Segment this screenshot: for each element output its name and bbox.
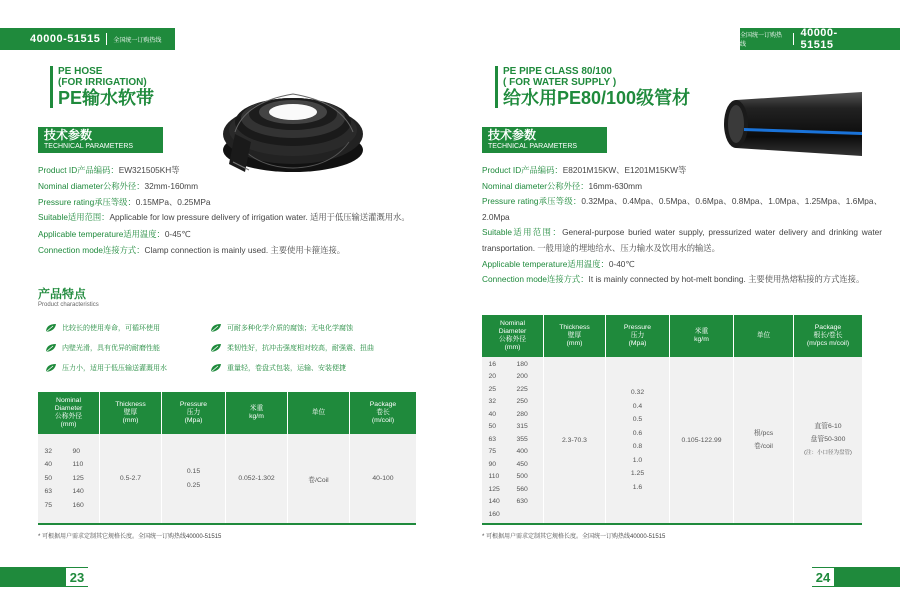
td-diameter: 32 90 40 110 50 125 63 140 75 160 (38, 434, 100, 523)
spec-product-id: Product ID产品编码：E8201M15KW、E1201M15KW等 (482, 165, 687, 175)
feature-item: 内壁光滑，具有优异的耐磨性能 (45, 340, 160, 356)
th-weight: 米重 kg/m (226, 392, 288, 434)
right-page (450, 0, 900, 615)
hotline-bar-left (0, 28, 175, 50)
th-unit: 单位 (288, 392, 350, 434)
tech-params-heading-left (38, 127, 163, 153)
spec-diameter: Nominal diameter公称外径：16mm-630mm (482, 181, 642, 191)
td-pressure: 0.32 0.4 0.5 0.6 0.8 1.0 1.25 1.6 (606, 357, 670, 523)
td-unit: 卷/Coil (288, 434, 350, 523)
th-package: Package 卷长 (m/coil) (369, 401, 397, 424)
leaf-icon (210, 363, 222, 373)
leaf-icon (210, 323, 222, 333)
specs-left (38, 162, 428, 258)
spec-table-right (482, 315, 862, 525)
hotline-label: 全国统一订购热线 (740, 33, 783, 48)
title-en-line-2: ( FOR WATER SUPPLY ) (503, 77, 617, 88)
tech-params-cn: 技术参数 (488, 128, 537, 142)
title-en-line-1: PE PIPE CLASS 80/100 (503, 66, 612, 77)
th-pressure: Pressure 压力 (Mpa) (162, 392, 226, 434)
td-package: 直管6-10 盘管50-300 (注：小口径为盘管) (804, 422, 852, 456)
title-cn: 给水用PE80/100级管材 (503, 88, 691, 108)
hotline-number: 40000-51515 (30, 33, 101, 45)
leaf-icon (210, 343, 222, 353)
product-title-right (495, 66, 690, 108)
hotline-divider (106, 33, 107, 45)
td-thickness: 0.5-2.7 (100, 434, 162, 523)
th-pressure: Pressure 压力 (Mpa) (606, 315, 670, 357)
table-header (38, 392, 416, 434)
feature-item: 比较长的使用寿命，可循环使用 (45, 320, 160, 336)
spec-temperature: Applicable temperature适用温度：0-40℃ (482, 259, 635, 269)
td-unit: 根/pcs 卷/coil (734, 357, 794, 523)
leaf-icon (45, 363, 57, 373)
specs-right (482, 162, 882, 288)
th-thickness: Thickness 壁厚 (mm) (544, 315, 606, 357)
tech-params-en: TECHNICAL PARAMETERS (44, 143, 134, 150)
tech-params-heading-right (482, 127, 607, 153)
spec-suitable: Suitable适用范围：Applicable for low pressure delivery of irrigation water. 适用于低压输送灌溉用水。 (38, 212, 410, 222)
tech-params-cn: 技术参数 (44, 128, 93, 142)
feature-item: 压力小，适用于低压输送灌溉用水 (45, 360, 167, 376)
spec-diameter: Nominal diameter公称外径：32mm-160mm (38, 181, 198, 191)
hotline-label: 全国统一订购热线 (113, 37, 162, 44)
spec-connection: Connection mode连接方式：Clamp connection is mainly used. 主要使用卡箍连接。 (38, 244, 346, 255)
feature-item: 可耐多种化学介质的腐蚀；无电化学腐蚀 (210, 320, 353, 336)
th-thickness: Thickness 壁厚 (mm) (100, 392, 162, 434)
footnote-right: * 可根据用户需求定制其它规格长度。全国统一订购热线40000-51515 (482, 534, 666, 540)
spec-connection: Connection mode连接方式：It is mainly connected by hot-melt bonding. 主要使用热熔粘接的方式连接。 (482, 274, 865, 284)
product-title-left (50, 66, 154, 108)
table-body (482, 357, 862, 523)
td-diameter: 16 180 20 200 25 225 32 250 40 280 50 315 63 355 75 400 90 450 110 500 125 560 140 630 160 (482, 357, 544, 523)
spec-table-left (38, 392, 416, 525)
th-diameter: Nominal Diameter 公称外径 (mm) (38, 392, 100, 434)
footnote-left: * 可根据用户需求定制其它规格长度。全国统一订购热线40000-51515 (38, 534, 222, 540)
td-thickness: 2.3-70.3 (544, 357, 606, 523)
tech-params-en: TECHNICAL PARAMETERS (488, 143, 578, 150)
td-weight: 0.105-122.99 (670, 357, 734, 523)
th-unit: 单位 (734, 315, 794, 357)
spec-product-id: Product ID产品编码：EW321505KH等 (38, 165, 180, 175)
leaf-icon (45, 323, 57, 333)
page-number-right: 24 (812, 568, 834, 586)
td-package: 40-100 (372, 475, 394, 482)
th-diameter: Nominal Diameter 公称外径 (mm) (482, 315, 544, 357)
table-body (38, 434, 416, 523)
title-en-line-2: (FOR IRRIGATION) (58, 77, 147, 88)
hotline-divider (793, 33, 794, 45)
leaf-icon (45, 343, 57, 353)
spec-pressure: Pressure rating承压等级：0.15MPa、0.25MPa (38, 197, 211, 207)
page-number-left: 23 (66, 568, 88, 586)
th-package: Package 根长/卷长 (m/pcs m/coil) (806, 324, 850, 347)
features-cn: 产品特点 (38, 287, 87, 301)
feature-item: 重量轻，卷盘式包装，运输、安装便捷 (210, 360, 346, 376)
features-en: Product characteristics (38, 302, 99, 308)
hotline-number: 40000-51515 (800, 27, 838, 51)
features-heading (38, 287, 99, 309)
title-en-line-1: PE HOSE (58, 66, 103, 77)
hotline-bar-right (740, 28, 900, 50)
spec-temperature: Applicable temperature适用温度：0-45℃ (38, 228, 191, 239)
td-weight: 0.052-1.302 (226, 434, 288, 523)
title-cn: PE输水软带 (58, 88, 155, 108)
pipe-photo (722, 88, 862, 168)
feature-item: 柔韧性好，抗冲击强度相对较高，耐强震、扭曲 (210, 340, 374, 356)
table-header (482, 315, 862, 357)
th-weight: 米重 kg/m (670, 315, 734, 357)
spec-suitable: Suitable适用范围：General-purpose buried water supply, pressurized water delivery and drinking water transportation. 一般用途的埋地给水、压力输水及饮用水的输送。 (482, 227, 882, 253)
spec-pressure: Pressure rating承压等级：0.32Mpa、0.4Mpa、0.5Mpa、0.6Mpa、0.8Mpa、1.0Mpa、1.25Mpa、1.6Mpa、2.0Mpa (482, 196, 882, 222)
td-pressure: 0.15 0.25 (162, 434, 226, 523)
